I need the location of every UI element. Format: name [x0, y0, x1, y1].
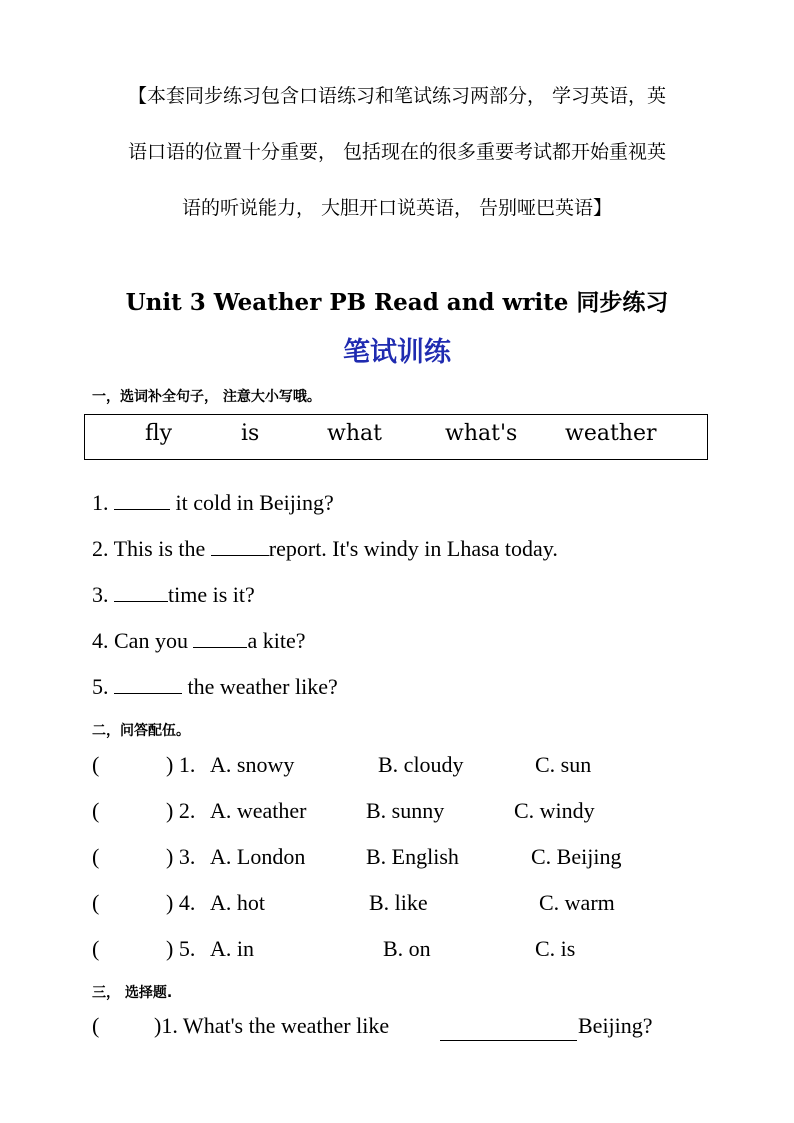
fill-item-4: 4. Can you a kite?: [92, 628, 306, 653]
word-bank-item: what's: [445, 421, 518, 446]
answer-blank[interactable]: [114, 675, 182, 694]
answer-blank[interactable]: [440, 1022, 577, 1041]
intro-line-3: 语的听说能力， 大胆开口说英语， 告别哑巴英语】: [181, 197, 613, 219]
section2-heading: 二，问答配伍。: [92, 723, 190, 739]
option-a: A. snowy: [210, 752, 295, 777]
option-c: C. Beijing: [531, 844, 622, 869]
option-b: B. sunny: [366, 798, 445, 823]
intro-line-1: 【本套同步练习包含口语练习和笔试练习两部分， 学习英语，英: [127, 85, 667, 107]
option-b: B. cloudy: [378, 752, 464, 777]
answer-paren[interactable]: (: [92, 936, 100, 961]
section3-heading: 三， 选择题.: [92, 985, 173, 1001]
option-a: A. in: [210, 936, 254, 961]
fill-item-3: 3. time is it?: [92, 582, 255, 607]
fill-item-1: 1. it cold in Beijing?: [92, 490, 334, 515]
option-a: A. London: [210, 844, 306, 869]
answer-paren[interactable]: (: [92, 752, 100, 777]
word-bank-item: is: [241, 421, 260, 446]
option-c: C. warm: [539, 890, 615, 915]
intro-paragraph: [80, 68, 714, 236]
answer-blank[interactable]: [211, 537, 269, 556]
answer-paren[interactable]: (: [92, 1013, 100, 1038]
fill-item-2: 2. This is the report. It's windy in Lhasa today.: [92, 536, 558, 561]
option-c: C. sun: [535, 752, 592, 777]
answer-blank[interactable]: [114, 491, 170, 510]
intro-line-2: 语口语的位置十分重要， 包括现在的很多重要考试都开始重视英: [127, 141, 667, 163]
page-subtitle: 笔试训练: [343, 337, 451, 368]
word-bank-box: [84, 414, 708, 460]
option-b: B. English: [366, 844, 459, 869]
option-b: B. like: [369, 890, 428, 915]
answer-paren[interactable]: (: [92, 890, 100, 915]
option-b: B. on: [383, 936, 431, 961]
answer-blank[interactable]: [114, 583, 168, 602]
page-title: Unit 3 Weather PB Read and write 同步练习: [125, 289, 669, 316]
option-a: A. hot: [210, 890, 265, 915]
answer-blank[interactable]: [193, 629, 247, 648]
option-c: C. windy: [514, 798, 595, 823]
answer-paren[interactable]: (: [92, 844, 100, 869]
option-c: C. is: [535, 936, 576, 961]
answer-paren[interactable]: (: [92, 798, 100, 823]
section1-heading: 一，选词补全句子， 注意大小写哦。: [92, 389, 321, 405]
word-bank-item: fly: [145, 421, 173, 446]
word-bank-item: what: [327, 421, 382, 446]
word-bank-item: weather: [565, 421, 657, 446]
fill-item-5: 5. the weather like?: [92, 674, 338, 699]
option-a: A. weather: [210, 798, 307, 823]
